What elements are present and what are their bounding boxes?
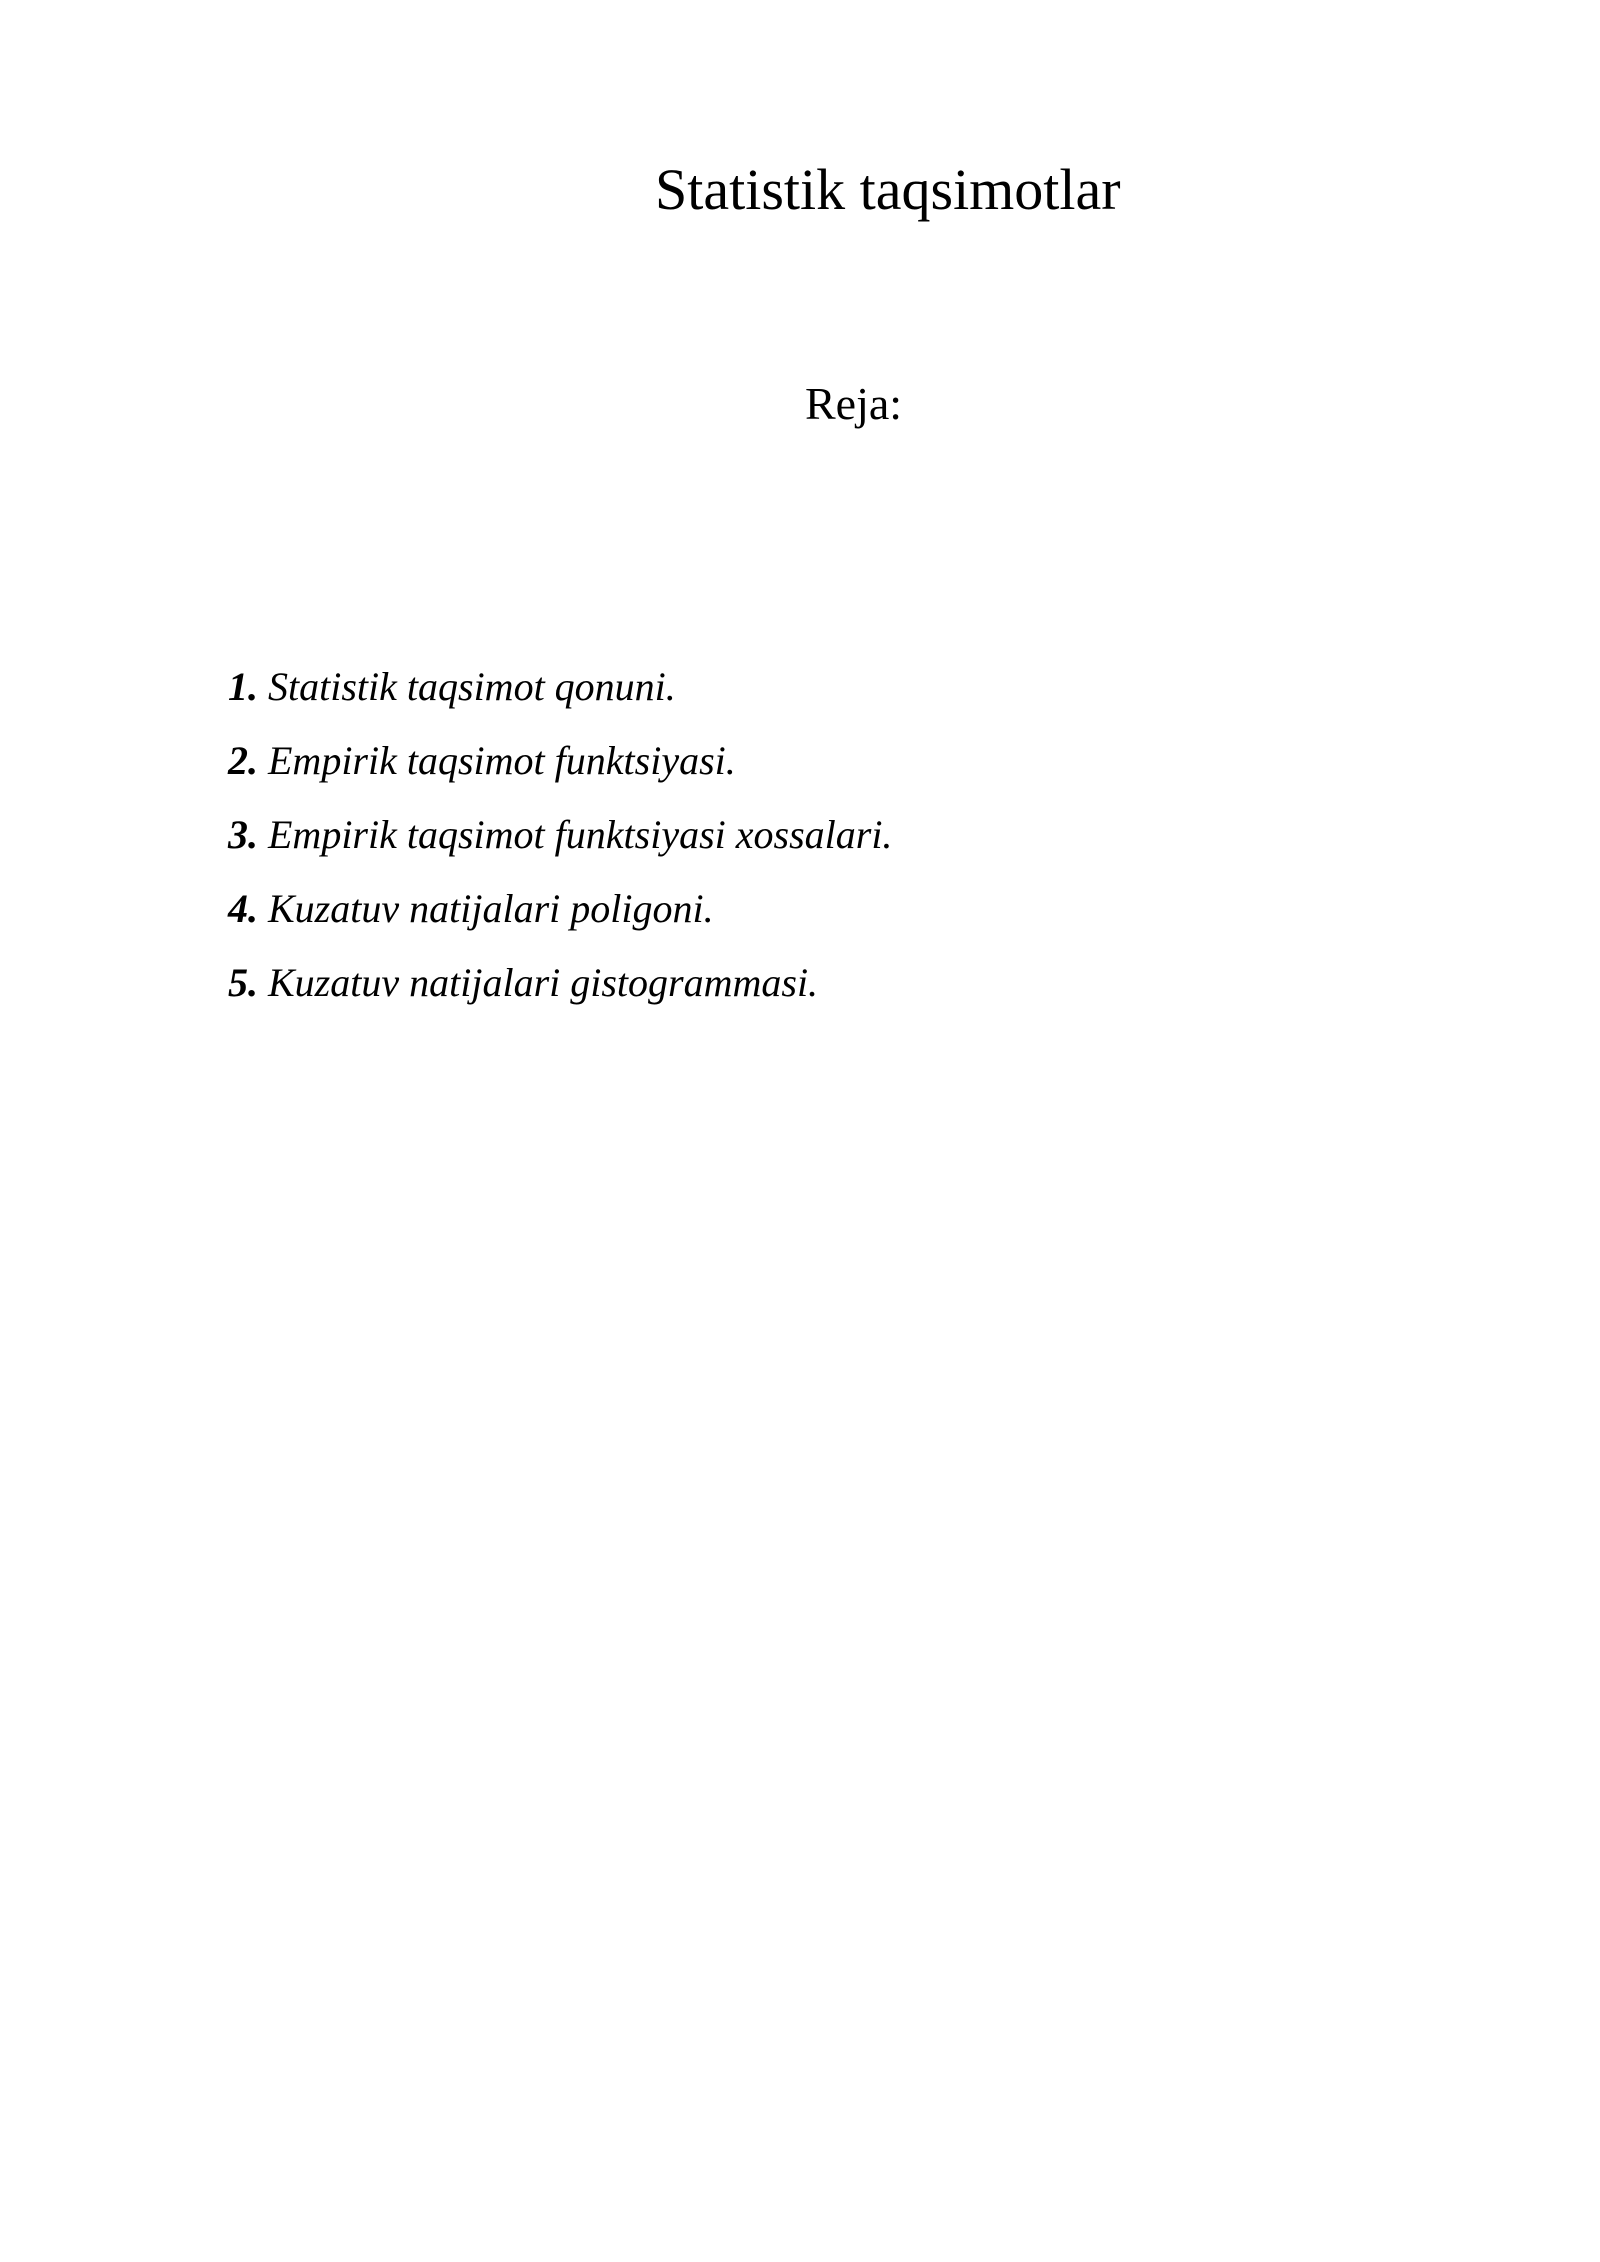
plan-list-item xyxy=(228,650,892,724)
plan-list xyxy=(228,650,892,1020)
document-title: Statistik taqsimotlar xyxy=(655,157,1121,222)
plan-list-item xyxy=(228,724,892,798)
plan-item-text: Kuzatuv natijalari poligoni. xyxy=(268,886,714,931)
plan-item-number: 3. xyxy=(228,812,258,857)
plan-list-item xyxy=(228,946,892,1020)
plan-item-number: 1. xyxy=(228,664,258,709)
plan-item-text: Empirik taqsimot funktsiyasi xossalari. xyxy=(268,812,893,857)
plan-item-number: 5. xyxy=(228,960,258,1005)
plan-heading: Reja: xyxy=(805,378,903,429)
plan-list-item xyxy=(228,872,892,946)
plan-list-item xyxy=(228,798,892,872)
plan-item-number: 2. xyxy=(228,738,258,783)
plan-item-text: Kuzatuv natijalari gistogrammasi. xyxy=(268,960,819,1005)
plan-item-text: Empirik taqsimot funktsiyasi. xyxy=(268,738,736,783)
plan-item-text: Statistik taqsimot qonuni. xyxy=(268,664,676,709)
plan-item-number: 4. xyxy=(228,886,258,931)
